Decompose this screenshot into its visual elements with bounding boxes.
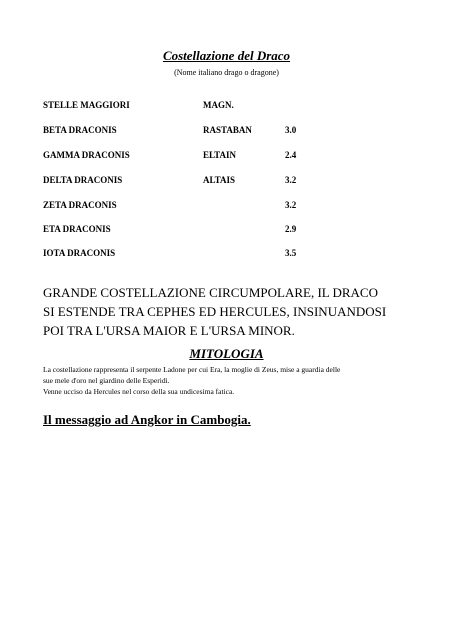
mitologia-heading: MITOLOGIA bbox=[189, 346, 264, 361]
table-row bbox=[0, 175, 453, 189]
star-proper-name: ALTAIS bbox=[203, 175, 236, 185]
description-line: GRANDE COSTELLAZIONE CIRCUMPOLARE, IL DRACO bbox=[43, 285, 378, 300]
table-row bbox=[0, 248, 453, 262]
star-name: GAMMA DRACONIS bbox=[43, 150, 130, 160]
star-name: BETA DRACONIS bbox=[43, 125, 117, 135]
star-magnitude: 2.9 bbox=[285, 224, 297, 234]
table-row bbox=[0, 200, 453, 214]
description-line: SI ESTENDE TRA CEPHES ED HERCULES, INSINUANDOSI bbox=[43, 304, 387, 319]
mitologia-line: Venne ucciso da Hercules nel corso della sua undicesima fatica. bbox=[43, 387, 235, 396]
star-name: DELTA DRACONIS bbox=[43, 175, 123, 185]
star-name: ETA DRACONIS bbox=[43, 224, 111, 234]
star-magnitude: 3.2 bbox=[285, 175, 297, 185]
table-row bbox=[0, 150, 453, 164]
mitologia-line: sue mele d'oro nel giardino delle Esperidi. bbox=[43, 376, 170, 385]
table-header bbox=[0, 100, 453, 114]
page-title: Costellazione del Draco bbox=[162, 48, 291, 63]
star-name: IOTA DRACONIS bbox=[43, 248, 116, 258]
page-subtitle: (Nome italiano drago o dragone) bbox=[174, 68, 279, 77]
star-magnitude: 3.0 bbox=[285, 125, 297, 135]
star-magnitude: 2.4 bbox=[285, 150, 297, 160]
mitologia-line: La costellazione rappresenta il serpente Ladone per cui Era, la moglie di Zeus, mise a guardia delle bbox=[43, 365, 341, 374]
description-line: POI TRA L'URSA MAIOR E L'URSA MINOR. bbox=[43, 323, 295, 338]
star-magnitude: 3.2 bbox=[285, 200, 297, 210]
star-proper-name: ELTAIN bbox=[203, 150, 237, 160]
star-name: ZETA DRACONIS bbox=[43, 200, 117, 210]
star-proper-name: RASTABAN bbox=[203, 125, 252, 135]
mitologia-paragraph bbox=[43, 364, 415, 397]
description-paragraph bbox=[43, 283, 443, 340]
header-magn: MAGN. bbox=[203, 100, 234, 110]
table-row bbox=[0, 224, 453, 238]
header-stars: STELLE MAGGIORI bbox=[43, 100, 130, 110]
table-row bbox=[0, 125, 453, 139]
angkor-heading: Il messaggio ad Angkor in Cambogia. bbox=[43, 412, 251, 427]
star-magnitude: 3.5 bbox=[285, 248, 297, 258]
